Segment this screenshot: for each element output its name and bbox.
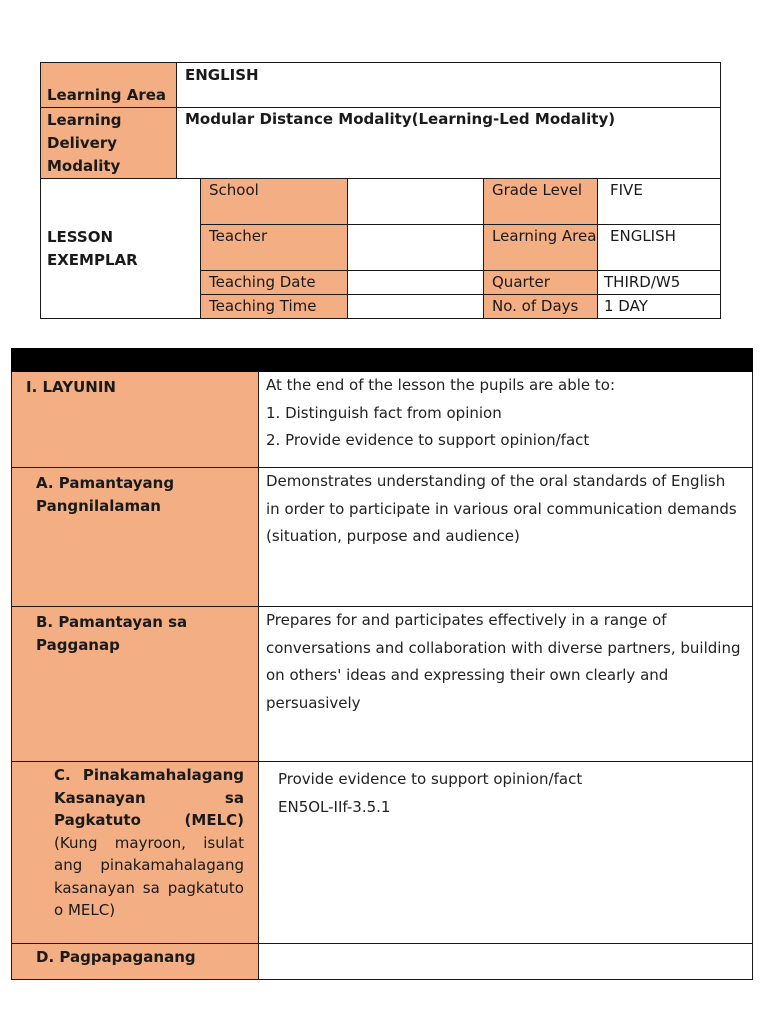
pagpapaganang-label: D. Pagpapaganang: [12, 944, 259, 980]
melc-label: C. Pinakamahalagang Kasanayan sa Pagkatuto (MELC): [54, 766, 244, 829]
pagpapaganang-content: [259, 944, 753, 980]
header-bar-left: [12, 349, 167, 372]
quarter-value: THIRD/W5: [598, 271, 721, 295]
lesson-header-table: [40, 62, 721, 319]
pamantayang-label: A. Pamantayang Pangnilalaman: [12, 468, 259, 607]
learning-area-2-value: ENGLISH: [598, 225, 721, 271]
lesson-exemplar-label: LESSON EXEMPLAR: [41, 179, 201, 319]
melc-line: EN5OL-IIf-3.5.1: [278, 798, 391, 816]
quarter-label: Quarter: [484, 271, 598, 295]
no-of-days-value: 1 DAY: [598, 295, 721, 319]
layunin-line: 2. Provide evidence to support opinion/fact: [266, 431, 590, 449]
learning-area-2-label: Learning Area: [484, 225, 598, 271]
teaching-time-label: Teaching Time: [201, 295, 348, 319]
pagganap-label: B. Pamantayan sa Pagganap: [12, 607, 259, 762]
melc-content: [259, 762, 753, 944]
grade-level-label: Grade Level: [484, 179, 598, 225]
header-bar-right: [167, 349, 753, 372]
teaching-time-value: [348, 295, 484, 319]
melc-line: Provide evidence to support opinion/fact: [278, 770, 583, 788]
school-value: [348, 179, 484, 225]
teacher-label: Teacher: [201, 225, 348, 271]
layunin-label: I. LAYUNIN: [12, 372, 259, 468]
pamantayang-content: Demonstrates understanding of the oral standards of English in order to participate in various oral communication demands (situation, purpose and audience): [259, 468, 753, 607]
learning-area-value: ENGLISH: [177, 63, 721, 108]
melc-label-cell: [12, 762, 259, 944]
grade-level-value: FIVE: [598, 179, 721, 225]
delivery-modality-value: Modular Distance Modality(Learning-Led Modality): [177, 108, 721, 179]
school-label: School: [201, 179, 348, 225]
teaching-date-label: Teaching Date: [201, 271, 348, 295]
melc-hint: (Kung mayroon, isulat ang pinakamahalagang kasanayan sa pagkatuto o MELC): [54, 833, 244, 919]
layunin-line: 1. Distinguish fact from opinion: [266, 403, 502, 422]
teaching-date-value: [348, 271, 484, 295]
teacher-value: [348, 225, 484, 271]
pagganap-content: Prepares for and participates effectively in a range of conversations and collaboration with diverse partners, building on others' ideas and expressing their own clearly and persuasively: [259, 607, 753, 762]
objectives-table: [11, 348, 753, 980]
delivery-modality-label: Learning Delivery Modality: [41, 108, 177, 179]
table-header-bar: [12, 349, 753, 372]
no-of-days-label: No. of Days: [484, 295, 598, 319]
layunin-line: At the end of the lesson the pupils are able to:: [266, 376, 616, 394]
learning-area-label: Learning Area: [41, 63, 177, 108]
layunin-content: [259, 372, 753, 468]
